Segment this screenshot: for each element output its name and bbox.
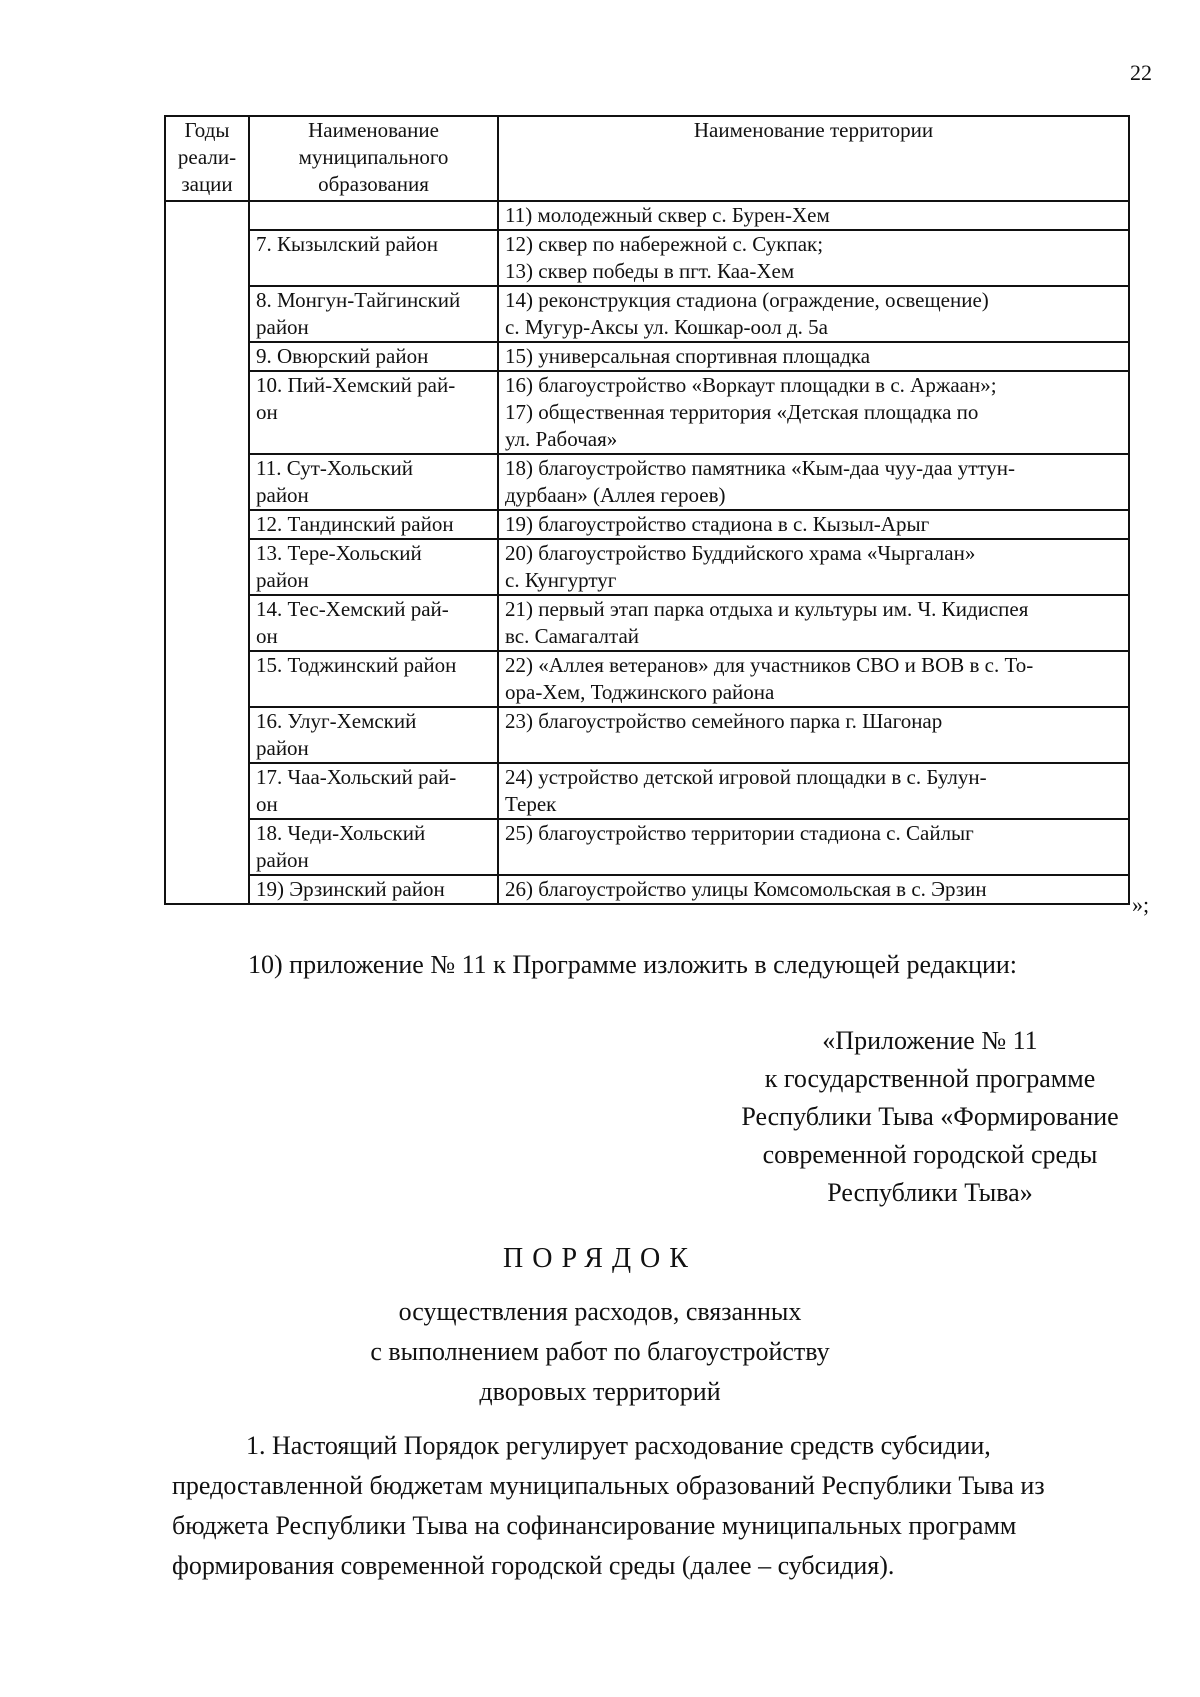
territory-cell: 15) универсальная спортивная площадка xyxy=(498,342,1129,371)
table-row xyxy=(165,707,1129,763)
header-years: Годы реали- зации xyxy=(165,116,249,201)
closing-quote: »; xyxy=(1132,892,1150,917)
territory-cell: 20) благоустройство Буддийского храма «Чыргалан» с. Кунгуртуг xyxy=(498,539,1129,595)
table-row xyxy=(165,342,1129,371)
years-cell xyxy=(165,201,249,904)
table-header-row xyxy=(165,116,1129,201)
table-row xyxy=(165,371,1129,454)
territories-table xyxy=(164,115,1130,905)
document-title: ПОРЯДОК xyxy=(503,1243,697,1274)
territory-cell: 19) благоустройство стадиона в с. Кызыл-Арыг xyxy=(498,510,1129,539)
header-territory: Наименование территории xyxy=(498,116,1129,201)
municipality-cell xyxy=(249,201,498,230)
table-row xyxy=(165,763,1129,819)
municipality-cell: 12. Тандинский район xyxy=(249,510,498,539)
territory-cell: 11) молодежный сквер с. Бурен-Хем xyxy=(498,201,1129,230)
paragraph-1: 1. Настоящий Порядок регулирует расходование средств субсидии, предоставленной бюджетам муниципальных образований Республики Тыва из бюджета Республики Тыва на софинансирование муниципальных программ формирования современной городской среды (далее – субсидия). xyxy=(172,1431,1045,1580)
territory-cell: 18) благоустройство памятника «Кым-даа чуу-даа уттун- дурбаан» (Аллея героев) xyxy=(498,454,1129,510)
page-number: 22 xyxy=(1130,60,1152,85)
municipality-cell: 14. Тес-Хемский рай- он xyxy=(249,595,498,651)
territory-cell: 14) реконструкция стадиона (ограждение, освещение) с. Мугур-Аксы ул. Кошкар-оол д. 5а xyxy=(498,286,1129,342)
point-10-text: 10) приложение № 11 к Программе изложить в следующей редакции: xyxy=(248,950,1018,979)
appendix-reference: «Приложение № 11 к государственной программе Республики Тыва «Формирование современной городской среды Республики Тыва» xyxy=(741,1026,1119,1207)
municipality-cell: 11. Сут-Хольский район xyxy=(249,454,498,510)
municipality-cell: 7. Кызылский район xyxy=(249,230,498,286)
territory-cell: 26) благоустройство улицы Комсомольская в с. Эрзин xyxy=(498,875,1129,904)
territory-cell: 16) благоустройство «Воркаут площадки в с. Аржаан»; 17) общественная территория «Детская площадка по ул. Рабочая» xyxy=(498,371,1129,454)
header-municipality: Наименование муниципального образования xyxy=(249,116,498,201)
territory-cell: 12) сквер по набережной с. Сукпак; 13) сквер победы в пгт. Каа-Хем xyxy=(498,230,1129,286)
municipality-cell: 15. Тоджинский район xyxy=(249,651,498,707)
municipality-cell: 9. Овюрский район xyxy=(249,342,498,371)
table-row xyxy=(165,819,1129,875)
municipality-cell: 16. Улуг-Хемский район xyxy=(249,707,498,763)
municipality-cell: 8. Монгун-Тайгинский район xyxy=(249,286,498,342)
table-row xyxy=(165,651,1129,707)
territory-cell: 24) устройство детской игровой площадки в с. Булун- Терек xyxy=(498,763,1129,819)
territory-cell: 25) благоустройство территории стадиона с. Сайлыг xyxy=(498,819,1129,875)
table-row xyxy=(165,595,1129,651)
municipality-cell: 10. Пий-Хемский рай- он xyxy=(249,371,498,454)
table-row xyxy=(165,230,1129,286)
municipality-cell: 18. Чеди-Хольский район xyxy=(249,819,498,875)
table-row xyxy=(165,201,1129,230)
table-row xyxy=(165,286,1129,342)
table-row xyxy=(165,875,1129,904)
territory-cell: 21) первый этап парка отдыха и культуры им. Ч. Кидиспея вс. Самагалтай xyxy=(498,595,1129,651)
territory-cell: 22) «Аллея ветеранов» для участников СВО и ВОВ в с. То- ора-Хем, Тоджинского района xyxy=(498,651,1129,707)
table-row xyxy=(165,510,1129,539)
territory-cell: 23) благоустройство семейного парка г. Шагонар xyxy=(498,707,1129,763)
municipality-cell: 19) Эрзинский район xyxy=(249,875,498,904)
table-row xyxy=(165,539,1129,595)
document-subtitle: осуществления расходов, связанных с выполнением работ по благоустройству дворовых территорий xyxy=(370,1297,830,1406)
table-row xyxy=(165,454,1129,510)
municipality-cell: 17. Чаа-Хольский рай- он xyxy=(249,763,498,819)
municipality-cell: 13. Тере-Хольский район xyxy=(249,539,498,595)
